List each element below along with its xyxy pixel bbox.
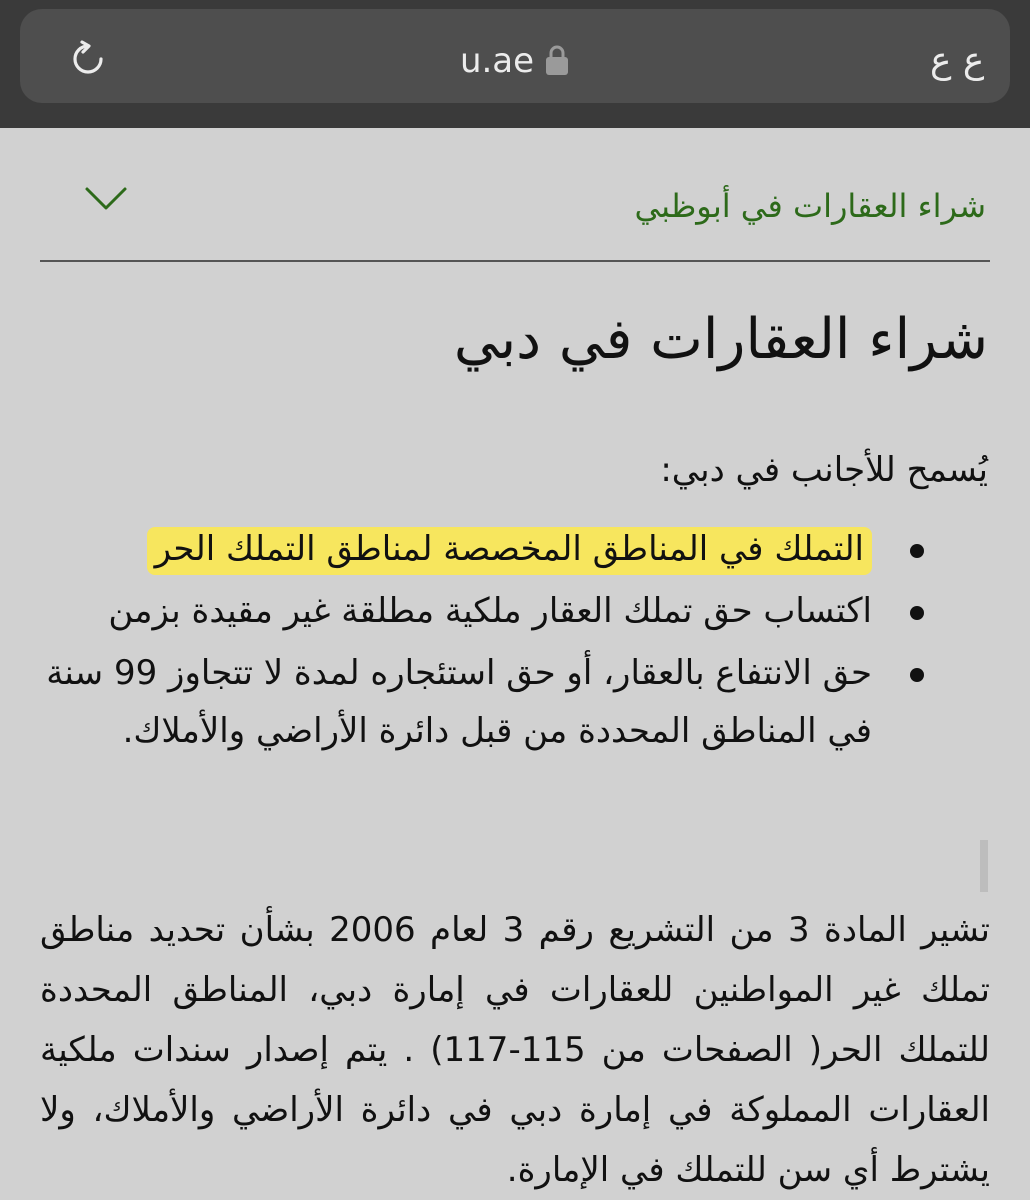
chevron-down-icon[interactable] bbox=[84, 184, 128, 214]
url-display[interactable] bbox=[20, 39, 1010, 83]
address-bar[interactable] bbox=[20, 9, 1010, 103]
highlighted-text: التملك في المناطق المخصصة لمناطق التملك الحر bbox=[147, 527, 872, 575]
list-item-text: اكتساب حق تملك العقار ملكية مطلقة غير مقيدة بزمن bbox=[108, 591, 872, 631]
bullet-dot bbox=[910, 544, 924, 558]
accordion-abu-dhabi[interactable] bbox=[40, 160, 990, 262]
list-item bbox=[40, 644, 950, 760]
list-item-text: حق الانتفاع بالعقار، أو حق استئجاره لمدة لا تتجاوز 99 سنة في المناطق المحددة من قبل دائرة الأراضي والأملاك. bbox=[46, 653, 872, 751]
lock-icon bbox=[544, 43, 570, 77]
browser-toolbar bbox=[0, 0, 1030, 128]
page-title: شراء العقارات في دبي bbox=[453, 307, 988, 372]
list-item bbox=[40, 582, 950, 640]
divider-mark bbox=[980, 840, 988, 892]
intro-text: يُسمح للأجانب في دبي: bbox=[660, 450, 988, 490]
accordion-title: شراء العقارات في أبوظبي bbox=[634, 187, 986, 225]
body-paragraph: تشير المادة 3 من التشريع رقم 3 لعام 2006 بشأن تحديد مناطق تملك غير المواطنين للعقارات في إمارة دبي، المناطق المحددة للتملك الحر( الصفحات من 115-117) . يتم إصدار سندات ملكية العقارات المملوكة في إمارة دبي في دائرة الأراضي والأملاك، ولا يشترط أي سن للتملك في الإمارة. bbox=[40, 910, 990, 1190]
rights-list bbox=[40, 520, 950, 760]
bullet-dot bbox=[910, 668, 924, 682]
text-size-button[interactable]: ع ع bbox=[930, 40, 985, 81]
url-text: u.ae bbox=[459, 41, 535, 81]
list-item bbox=[40, 520, 950, 578]
bullet-dot bbox=[910, 606, 924, 620]
